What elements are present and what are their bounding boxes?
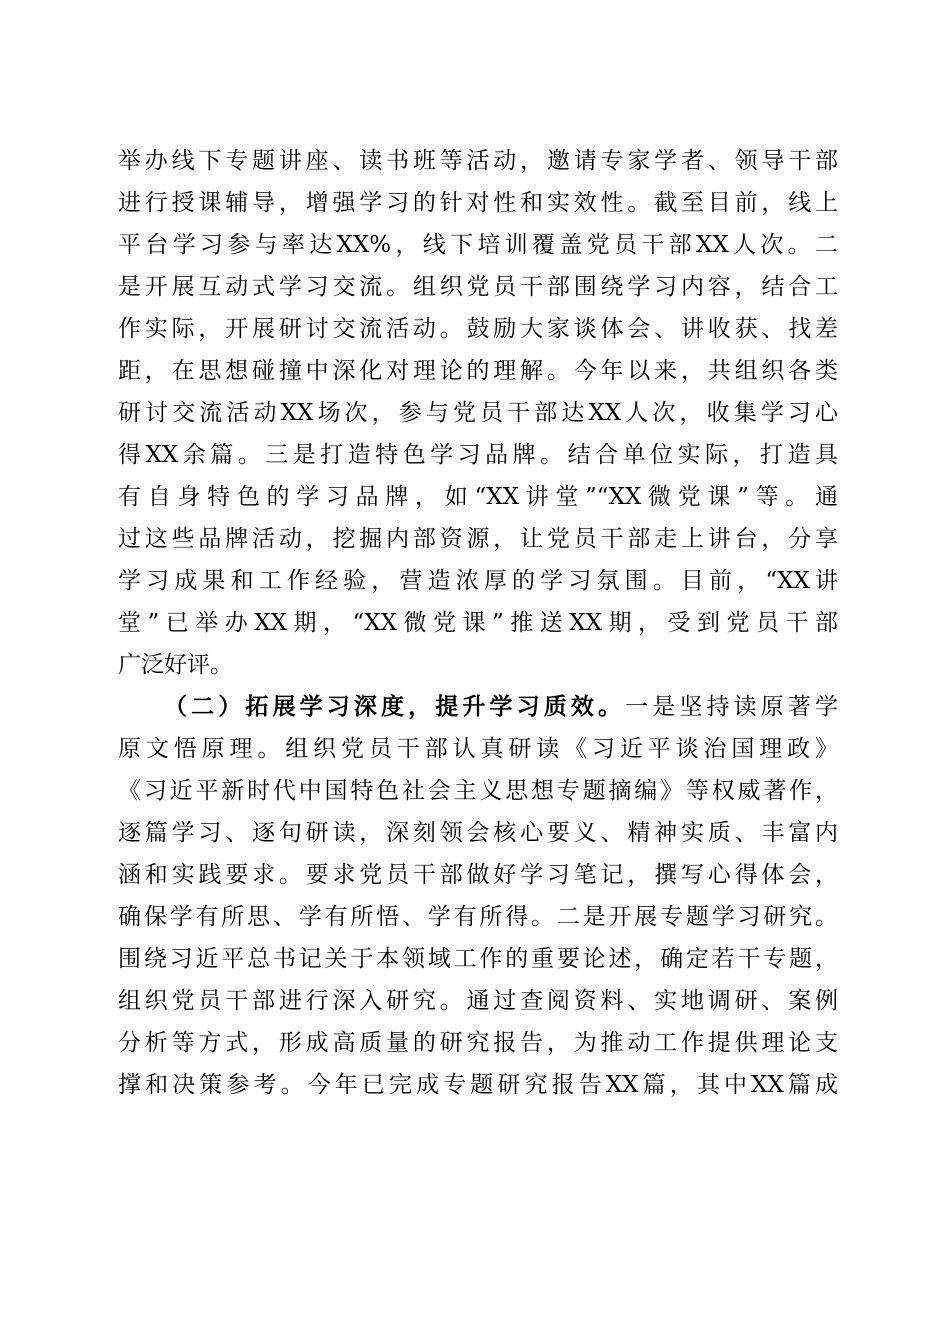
text-line: 举办线下专题讲座、读书班等活动，邀请专家学者、领导干部 (118, 148, 838, 174)
text-line: 逐篇学习、逐句研读，深刻领会核心要义、精神实质、丰富内 (118, 820, 838, 846)
text-line: 撑和决策参考。今年已完成专题研究报告XX篇，其中XX篇成 (118, 1072, 838, 1098)
text-line: 作实际，开展研讨交流活动。鼓励大家谈体会、讲收获、找差 (118, 316, 838, 342)
text-line: 进行授课辅导，增强学习的针对性和实效性。截至目前，线上 (118, 190, 838, 216)
text-line: 《习近平新时代中国特色社会主义思想专题摘编》等权威著作， (118, 778, 838, 804)
text-line: 原文悟原理。组织党员干部认真研读《习近平谈治国理政》 (118, 736, 838, 762)
text-line: 学习成果和工作经验，营造浓厚的学习氛围。目前，“XX讲 (118, 568, 838, 594)
text-line: 涵和实践要求。要求党员干部做好学习笔记，撰写心得体会， (118, 862, 838, 888)
text-line: 围绕习近平总书记关于本领域工作的重要论述，确定若干专题， (118, 946, 838, 972)
text-line: 广泛好评。 (118, 652, 233, 678)
section-first-line-text: 一是坚持读原著学 (625, 694, 838, 720)
section-heading: （二）拓展学习深度，提升学习质效。 (164, 693, 626, 720)
text-line: 确保学有所思、学有所悟、学有所得。二是开展专题学习研究。 (118, 904, 838, 930)
text-line: 研讨交流活动XX场次，参与党员干部达XX人次，收集学习心 (118, 400, 838, 426)
text-line: 得XX余篇。三是打造特色学习品牌。结合单位实际，打造具 (118, 442, 838, 468)
body-text (118, 140, 838, 1106)
text-line: 有自身特色的学习品牌，如“XX讲堂”“XX微党课”等。通 (118, 484, 838, 510)
text-line: 堂”已举办XX期，“XX微党课”推送XX期，受到党员干部 (118, 610, 838, 636)
text-line: 分析等方式，形成高质量的研究报告，为推动工作提供理论支 (118, 1030, 838, 1056)
text-line: 是开展互动式学习交流。组织党员干部围绕学习内容，结合工 (118, 274, 838, 300)
section-heading-line (118, 686, 838, 728)
text-line: 平台学习参与率达XX%，线下培训覆盖党员干部XX人次。二 (118, 232, 838, 258)
text-line: 过这些品牌活动，挖掘内部资源，让党员干部走上讲台，分享 (118, 526, 838, 552)
text-line: 组织党员干部进行深入研究。通过查阅资料、实地调研、案例 (118, 988, 838, 1014)
text-line: 距，在思想碰撞中深化对理论的理解。今年以来，共组织各类 (118, 358, 838, 384)
